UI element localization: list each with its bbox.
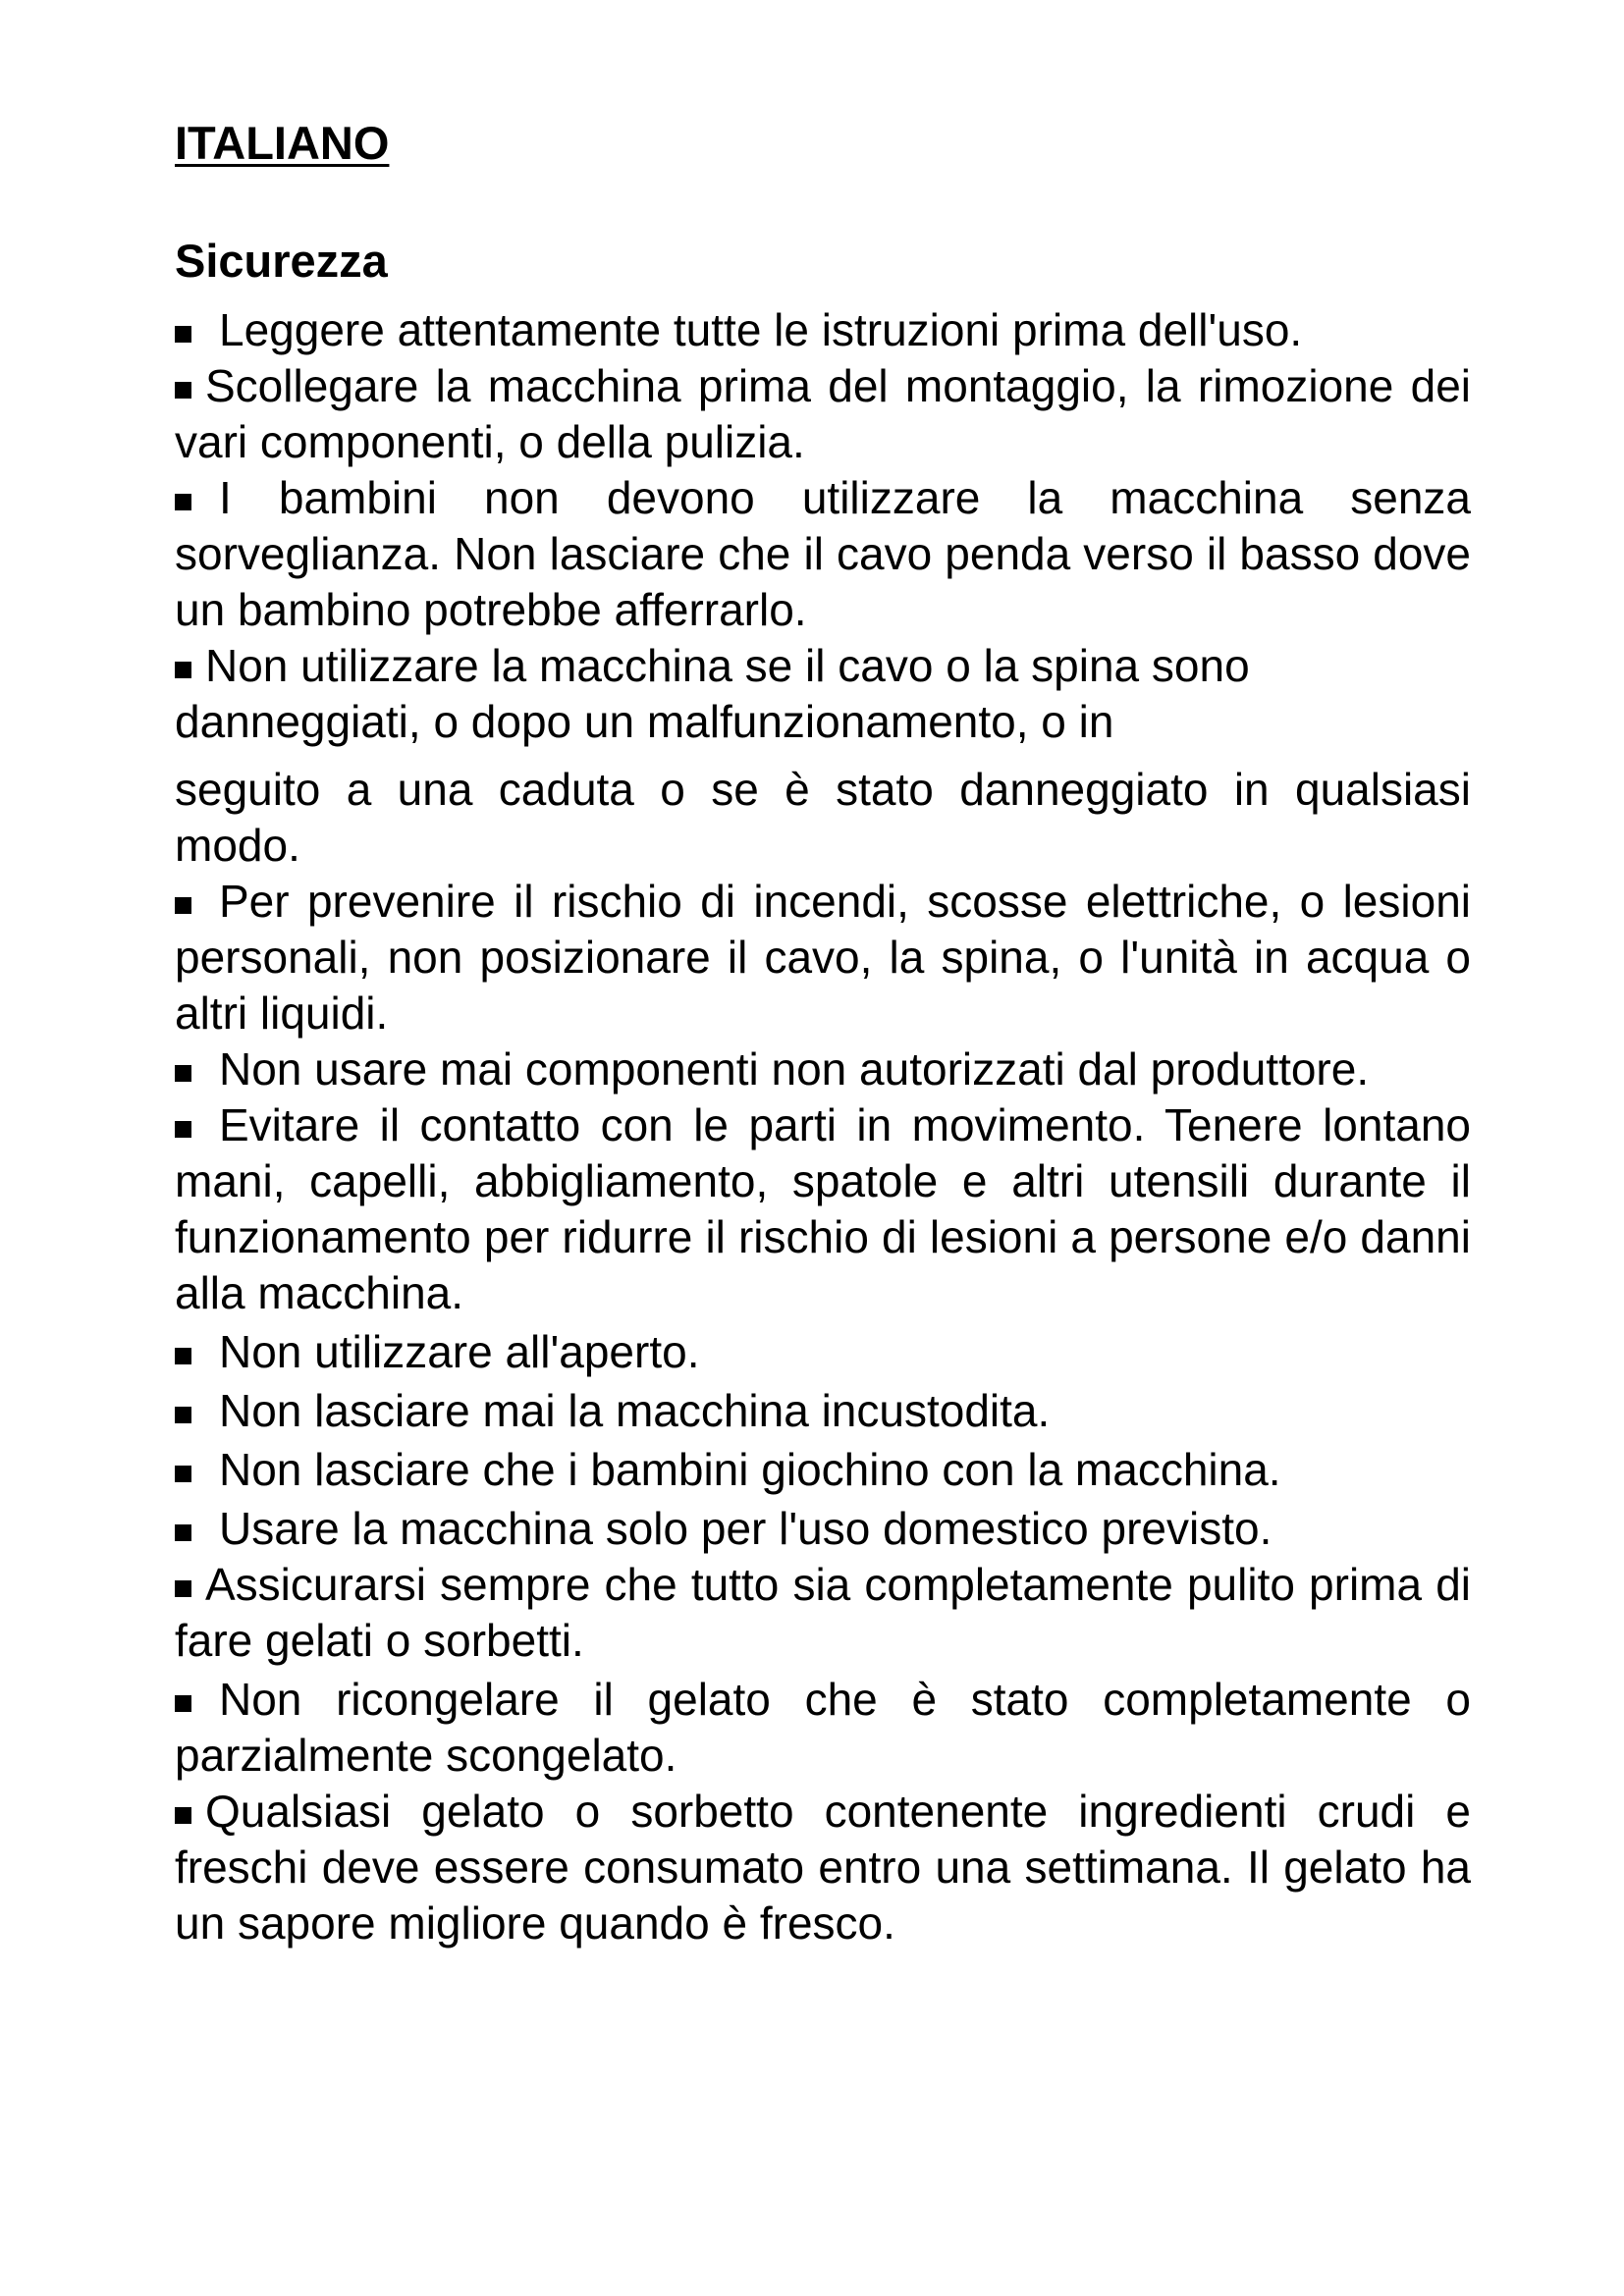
list-item	[175, 1557, 1471, 1669]
bullet-square-icon	[175, 1580, 191, 1597]
bullet-square-icon	[175, 382, 191, 399]
language-heading: ITALIANO	[175, 117, 390, 169]
item-text: Non utilizzare all'aperto.	[219, 1326, 700, 1377]
list-item	[175, 470, 1471, 638]
list-item	[175, 1041, 1471, 1097]
bullet-square-icon	[175, 326, 191, 343]
list-item	[175, 874, 1471, 1041]
item-text: Non lasciare che i bambini giochino con la macchina.	[219, 1444, 1281, 1495]
list-item	[175, 1324, 1471, 1380]
list-item	[175, 1672, 1471, 1784]
item-text: Usare la macchina solo per l'uso domestico previsto.	[219, 1503, 1272, 1554]
list-item	[175, 1501, 1471, 1557]
item-text: Scollegare la macchina prima del montaggio, la rimozione dei vari componenti, o della pulizia.	[175, 360, 1471, 467]
item-text: Non lasciare mai la macchina incustodita.	[219, 1385, 1051, 1436]
item-text: Leggere attentamente tutte le istruzioni prima dell'uso.	[219, 304, 1303, 355]
section-heading: Sicurezza	[175, 235, 388, 287]
bullet-square-icon	[175, 1407, 191, 1423]
item-text: Non utilizzare la macchina se il cavo o la spina sono danneggiati, o dopo un malfunzionamento, o in	[175, 640, 1250, 747]
item-text: Evitare il contatto con le parti in movimento. Tenere lontano mani, capelli, abbigliamento, spatole e altri utensili durante il funzionamento per ridurre il rischio di lesioni a persone e/o danni alla macchina.	[175, 1099, 1471, 1318]
list-item	[175, 358, 1471, 470]
item-text: Non ricongelare il gelato che è stato completamente o parzialmente scongelato.	[175, 1674, 1471, 1781]
item-text: Per prevenire il rischio di incendi, scosse elettriche, o lesioni personali, non posizionare il cavo, la spina, o l'unità in acqua o altri liquidi.	[175, 876, 1471, 1039]
bullet-square-icon	[175, 897, 191, 914]
safety-list	[175, 302, 1471, 1951]
bullet-square-icon	[175, 1524, 191, 1541]
bullet-square-icon	[175, 662, 191, 678]
bullet-square-icon	[175, 1807, 191, 1824]
bullet-square-icon	[175, 494, 191, 510]
list-item	[175, 1442, 1471, 1498]
list-item	[175, 302, 1471, 358]
item-text: I bambini non devono utilizzare la macchina senza sorveglianza. Non lasciare che il cavo penda verso il basso dove un bambino potrebbe afferrarlo.	[175, 472, 1471, 635]
list-item	[175, 1097, 1471, 1321]
bullet-square-icon	[175, 1466, 191, 1482]
item-text: Non usare mai componenti non autorizzati dal produttore.	[219, 1043, 1370, 1095]
item-text-continued: seguito a una caduta o se è stato danneggiato in qualsiasi modo.	[175, 764, 1471, 871]
list-item	[175, 1383, 1471, 1439]
bullet-square-icon	[175, 1348, 191, 1364]
list-item	[175, 638, 1471, 874]
bullet-square-icon	[175, 1121, 191, 1138]
item-text: Assicurarsi sempre che tutto sia completamente pulito prima di fare gelati o sorbetti.	[175, 1559, 1471, 1666]
bullet-square-icon	[175, 1695, 191, 1712]
bullet-square-icon	[175, 1065, 191, 1082]
item-text: Qualsiasi gelato o sorbetto contenente ingredienti crudi e freschi deve essere consumato entro una settimana. Il gelato ha un sapore migliore quando è fresco.	[175, 1786, 1471, 1949]
list-item	[175, 1784, 1471, 1951]
